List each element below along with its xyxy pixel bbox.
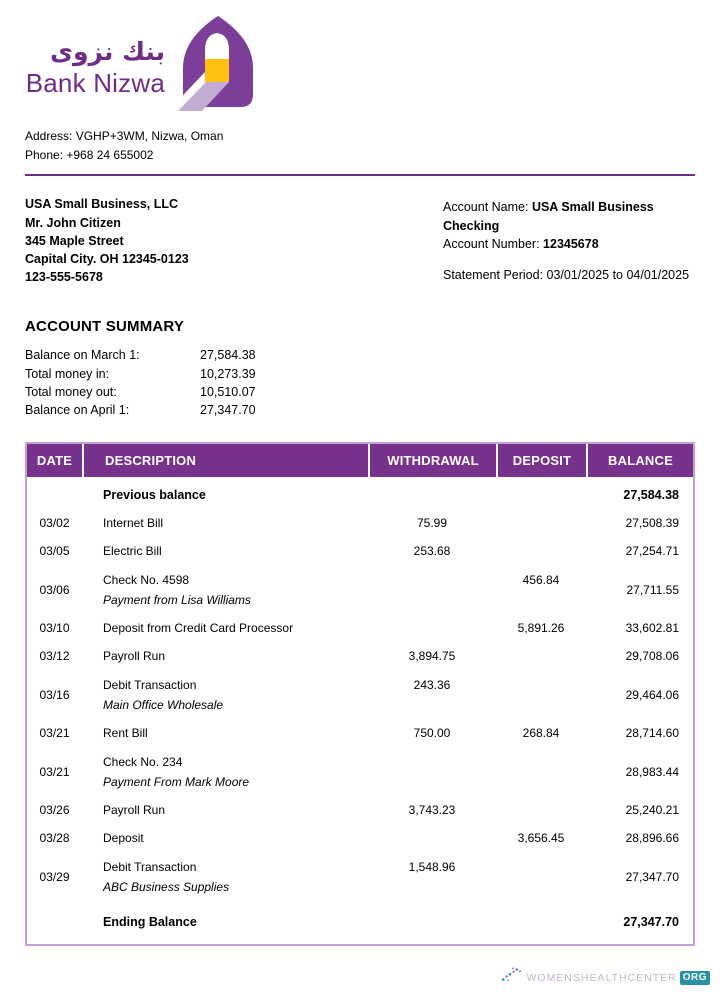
cell-date: 03/26	[39, 803, 70, 818]
bank-name-arabic: بنك نزوى	[50, 37, 165, 66]
header-deposit: DEPOSIT	[496, 444, 586, 477]
cell-description: Payroll Run	[103, 649, 166, 664]
cell-description: Debit Transaction ABC Business Supplies	[103, 859, 230, 894]
summary-label: Balance on March 1:	[25, 348, 140, 363]
transaction-table	[25, 442, 695, 946]
header-withdrawal: WITHDRAWAL	[368, 444, 496, 477]
bank-name-english: Bank Nizwa	[25, 67, 165, 98]
header-date: DATE	[36, 452, 73, 468]
summary-label: Total money in:	[25, 366, 110, 381]
cell-description: Rent Bill	[103, 726, 148, 741]
bank-phone: Phone: +968 24 655002	[25, 148, 154, 163]
summary-row	[25, 365, 695, 383]
account-name-value: USA Small Business	[531, 200, 654, 215]
cell-description: Deposit	[103, 831, 144, 846]
summary-value: 10,510.07	[200, 384, 256, 399]
bank-logo	[25, 0, 695, 114]
cell-balance: 27,347.70	[623, 915, 679, 930]
account-number-value: 12345678	[543, 236, 599, 251]
summary-row	[25, 383, 695, 401]
transaction-table-body	[27, 477, 693, 944]
footer-brand	[501, 966, 710, 989]
cell-date: 03/21	[39, 726, 70, 741]
customer-name: Mr. John Citizen	[25, 215, 121, 230]
cell-date: 03/02	[39, 516, 70, 531]
cell-balance: 27,347.70	[625, 869, 679, 884]
table-row	[27, 853, 693, 902]
cell-description: Internet Bill	[103, 516, 164, 531]
cell-date: 03/16	[39, 687, 70, 702]
statement-period-line	[443, 266, 698, 284]
cell-date: 03/05	[39, 544, 70, 559]
account-name-line	[443, 198, 698, 216]
customer-street: 345 Maple Street	[25, 233, 124, 248]
account-name-line2	[443, 217, 698, 235]
cell-description: Deposit from Credit Card Processor	[103, 621, 294, 636]
table-row	[27, 479, 693, 510]
customer-city: Capital City. OH 12345-0123	[25, 251, 189, 266]
cell-description: Debit Transaction Main Office Wholesale	[103, 677, 224, 712]
header-description: DESCRIPTION	[82, 444, 368, 477]
bank-contact	[25, 127, 695, 165]
customer-company: USA Small Business, LLC	[25, 197, 179, 212]
account-name-label: Account Name:	[443, 200, 532, 215]
cell-balance: 33,602.81	[625, 621, 679, 636]
footer-org-badge: ORG	[680, 971, 710, 985]
cell-deposit: 456.84	[522, 572, 560, 587]
account-name-value-2: Checking	[443, 218, 500, 233]
statement-parties	[25, 195, 695, 295]
cell-balance: 28,714.60	[625, 726, 679, 741]
cell-balance: 27,711.55	[626, 582, 679, 597]
header-balance: BALANCE	[586, 444, 693, 477]
customer-phone: 123-555-5678	[25, 269, 103, 284]
bank-logo-text	[25, 14, 165, 97]
account-number-line	[443, 235, 698, 253]
cell-description: Check No. 234 Payment From Mark Moore	[103, 754, 250, 789]
cell-deposit: 268.84	[522, 726, 560, 741]
table-row	[27, 720, 693, 748]
account-summary	[25, 346, 695, 419]
cell-deposit: 3,656.45	[517, 831, 565, 846]
summary-row	[25, 346, 695, 364]
cell-balance: 27,584.38	[623, 488, 679, 503]
cell-description: Ending Balance	[103, 915, 197, 930]
cell-date: 03/21	[39, 764, 70, 779]
table-row	[27, 615, 693, 643]
account-number-label: Account Number:	[443, 236, 544, 251]
statement-period-value: 03/01/2025 to 04/01/2025	[546, 267, 690, 282]
table-row	[27, 797, 693, 825]
statement-period-label: Statement Period:	[443, 267, 547, 282]
summary-label: Balance on April 1:	[25, 402, 130, 417]
cell-withdrawal: 3,894.75	[408, 649, 456, 664]
table-row	[27, 671, 693, 720]
table-row	[27, 538, 693, 566]
cell-balance: 25,240.21	[625, 803, 679, 818]
transaction-table-header	[27, 444, 693, 477]
summary-value: 27,347.70	[200, 402, 256, 417]
cell-date: 03/12	[39, 649, 70, 664]
table-row	[27, 566, 693, 615]
cell-date: 03/06	[39, 582, 70, 597]
cell-balance: 29,708.06	[625, 649, 679, 664]
cell-withdrawal: 1,548.96	[408, 859, 456, 874]
cell-description: Electric Bill	[103, 544, 162, 559]
table-row	[27, 908, 693, 944]
cell-withdrawal: 3,743.23	[408, 803, 456, 818]
bank-nizwa-arch-icon	[172, 14, 262, 114]
cell-date: 03/28	[39, 831, 70, 846]
account-info-block	[443, 198, 698, 284]
cell-balance: 28,896.66	[625, 831, 679, 846]
summary-value: 10,273.39	[200, 366, 256, 381]
summary-label: Total money out:	[25, 384, 117, 399]
table-row	[27, 643, 693, 671]
summary-row	[25, 401, 695, 419]
summary-value: 27,584.38	[200, 348, 256, 363]
header-divider	[25, 174, 695, 176]
cell-balance: 29,464.06	[625, 687, 679, 702]
cell-balance: 27,254.71	[625, 544, 679, 559]
table-row	[27, 510, 693, 538]
cell-date: 03/29	[39, 869, 70, 884]
footer-dots-icon	[501, 966, 523, 983]
cell-withdrawal: 75.99	[416, 516, 448, 531]
footer-brand-text: WOMENSHEALTHCENTER	[526, 971, 677, 984]
cell-deposit: 5,891.26	[517, 621, 565, 636]
cell-withdrawal: 253.68	[413, 544, 451, 559]
cell-withdrawal: 750.00	[413, 726, 451, 741]
table-row	[27, 748, 693, 797]
cell-description: Previous balance	[103, 488, 206, 503]
cell-description: Check No. 4598 Payment from Lisa Williams	[103, 572, 251, 607]
cell-description: Payroll Run	[103, 803, 166, 818]
cell-date: 03/10	[39, 621, 70, 636]
cell-balance: 28,983.44	[625, 764, 679, 779]
cell-balance: 27,508.39	[625, 516, 679, 531]
bank-address: Address: VGHP+3WM, Nizwa, Oman	[25, 129, 224, 143]
cell-withdrawal: 243.36	[413, 677, 451, 692]
account-summary-title: ACCOUNT SUMMARY	[25, 318, 185, 336]
table-row	[27, 825, 693, 853]
